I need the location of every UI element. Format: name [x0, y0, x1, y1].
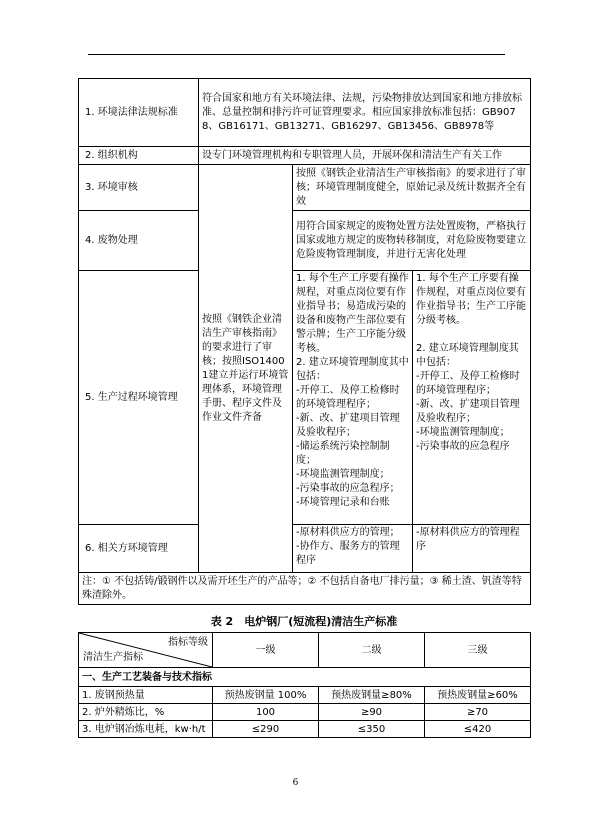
row-label: 4. 废物处理 — [79, 211, 199, 271]
grade2-content: 1. 每个生产工序要有操作规程，对重点岗位要有作业指导书；易造成污染的设备和废物产生部位要有警示牌；生产工序能分级考核。 2. 建立环境管理制度其中包括： -开停工、及停工检修时的环境管理程序； -新、改、扩建项目管理及验收程序； -储运系统污染控制制度； -环境监测管理制度； -污染事故的应急程序； -环境管理记录和台账 — [293, 271, 413, 525]
merged-grade-cell: 按照《钢铁企业清洁生产审核指南》的要求进行了审核；按照ISO14001建立并运行环境管理体系，环境管理手册、程序文件及作业文件齐备 — [199, 165, 293, 573]
table-row — [79, 704, 531, 721]
grade-value: ≤350 — [319, 721, 425, 738]
grade-value: ≤420 — [425, 721, 531, 738]
grade-value: 100 — [213, 704, 319, 721]
table-row — [79, 165, 531, 211]
grade2-content: -原材料供应方的管理； -协作方、服务方的管理程序 — [293, 525, 413, 573]
environmental-management-table — [78, 78, 531, 605]
indicator-label: 3. 电炉钢冶炼电耗，kw·h/t — [79, 721, 213, 738]
row-label: 1. 环境法律法规标准 — [79, 79, 199, 147]
table-row — [79, 211, 531, 271]
grade-value: ≤290 — [213, 721, 319, 738]
row-label: 6. 相关方环境管理 — [79, 525, 199, 573]
header-indicator-label: 清洁生产指标 — [83, 652, 143, 663]
table-row — [79, 79, 531, 147]
row-label: 5. 生产过程环境管理 — [79, 271, 199, 525]
grade-header: 三级 — [425, 633, 531, 668]
grade-value: 预热废钢量≥60% — [425, 687, 531, 704]
table-note: 注：① 不包括铸/锻钢件以及需开坯生产的产品等；② 不包括自备电厂排污量；③ 稀土渣、钒渣等特殊渣除外。 — [79, 573, 531, 605]
table-row — [79, 147, 531, 165]
header-grade-label: 指标等级 — [168, 637, 208, 648]
row-label: 3. 环境审核 — [79, 165, 199, 211]
row-content: 按照《钢铁企业清洁生产审核指南》的要求进行了审核；环境管理制度健全，原始记录及统计数据齐全有效 — [293, 165, 531, 211]
grade3-content: 1. 每个生产工序要有操作规程，对重点岗位要有作业指导书；生产工序能分级考核。 2. 建立环境管理制度其中包括： -开停工、及停工检修时的环境管理程序； -新、改、扩建项目管理及验收程序； -环境监测管理制度； -污染事故的应急程序 — [413, 271, 531, 525]
section-row — [79, 668, 531, 687]
row-label: 2. 组织机构 — [79, 147, 199, 165]
grade-header: 一级 — [213, 633, 319, 668]
row-content: 用符合国家规定的废物处置方法处置废物，严格执行国家或地方规定的废物转移制度，对危险废物要建立危险废物管理制度，并进行无害化处理 — [293, 211, 531, 271]
grade3-content: -原材料供应方的管理程序 — [413, 525, 531, 573]
section-title: 一、生产工艺装备与技术指标 — [79, 668, 531, 687]
page-number: 6 — [292, 778, 299, 788]
grade-value: ≥70 — [425, 704, 531, 721]
table-row — [79, 525, 531, 573]
grade-value: ≥90 — [319, 704, 425, 721]
indicator-label: 1. 废钢预热量 — [79, 687, 213, 704]
grade-value: 预热废钢量≥80% — [319, 687, 425, 704]
table-row — [79, 721, 531, 738]
clean-production-standard-table — [78, 632, 531, 738]
grade-header: 二级 — [319, 633, 425, 668]
header-rule — [88, 54, 505, 55]
indicator-label: 2. 炉外精炼比，% — [79, 704, 213, 721]
table-row — [79, 687, 531, 704]
table-note-row — [79, 573, 531, 605]
grade-value: 预热废钢量 100% — [213, 687, 319, 704]
table-header-row — [79, 633, 531, 668]
diagonal-header-cell — [79, 633, 213, 668]
table-row — [79, 271, 531, 525]
row-content: 符合国家和地方有关环境法律、法规，污染物排放达到国家和地方排放标准、总量控制和排污许可证管理要求。相应国家排放标准包括：GB9078、GB16171、GB13271、GB16297、GB13456、GB8978等 — [199, 79, 531, 147]
row-content: 设专门环境管理机构和专职管理人员，开展环保和清洁生产有关工作 — [199, 147, 531, 165]
table2-caption: 表 2 电炉钢厂(短流程)清洁生产标准 — [210, 615, 398, 628]
